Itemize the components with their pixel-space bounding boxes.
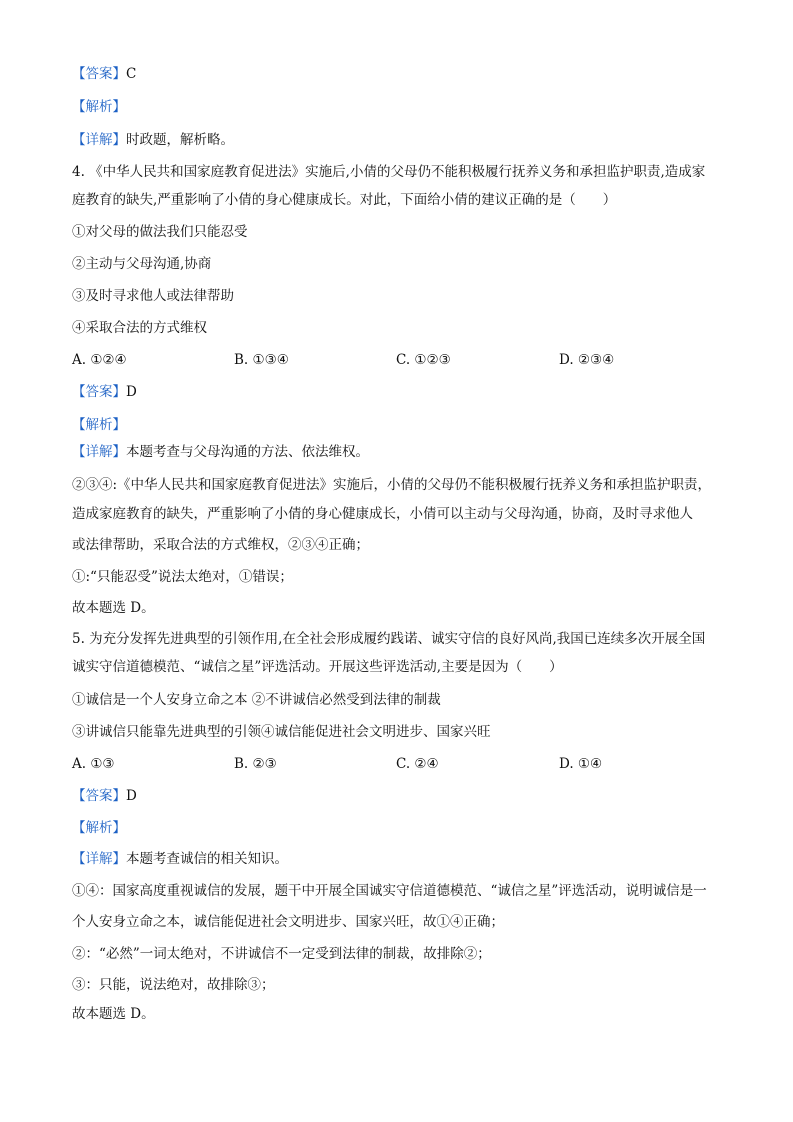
analysis-tag: 【解析】 [72,417,126,433]
answer-tag: 【答案】 [72,66,126,82]
q4-statement-2: ②主动与父母沟通,协商 [72,256,212,272]
answer-tag: 【答案】 [72,384,126,400]
detail-tag: 【详解】 [72,851,126,867]
q3-answer-line [72,64,136,84]
q4-option-b: B. ①③④ [234,352,289,368]
q5-option-c: C. ②④ [396,756,439,772]
q4-detail-line-6: 故本题选 D。 [72,600,155,616]
answer-value: D [126,788,137,804]
q4-stem-line-1: 4. 《中华人民共和国家庭教育促进法》实施后,小倩的父母仍不能积极履行抚养义务和承担监护职责,造成家 [72,164,706,180]
q3-analysis-line [72,97,126,117]
analysis-tag: 【解析】 [72,99,126,115]
answer-value: D [126,384,137,400]
q5-statement-1: ①诚信是一个人安身立命之本 ②不讲诚信必然受到法律的制裁 [72,692,441,708]
answer-tag: 【答案】 [72,788,126,804]
q4-detail-line-1 [72,442,369,462]
q4-stem-line-2: 庭教育的缺失,严重影响了小倩的身心健康成长。对此，下面给小倩的建议正确的是（ ） [72,192,617,208]
q4-analysis-line [72,415,126,435]
detail-text: 本题考查诚信的相关知识。 [126,851,288,867]
q5-detail-line-5: ③：只能，说法绝对，故排除③； [72,977,275,993]
q5-option-d: D. ①④ [559,756,603,772]
q5-stem-line-1: 5. 为充分发挥先进典型的引领作用,在全社会形成履约践诺、诚实守信的良好风尚,我国已连续多次开展全国 [72,631,706,647]
q5-statement-2: ③讲诚信只能靠先进典型的引领④诚信能促进社会文明进步、国家兴旺 [72,724,491,740]
analysis-tag: 【解析】 [72,820,126,836]
detail-text: 时政题，解析略。 [126,132,234,148]
q5-detail-line-6: 故本题选 D。 [72,1006,155,1022]
answer-value: C [126,66,137,82]
q4-option-d: D. ②③④ [559,352,615,368]
q4-answer-line [72,382,137,402]
q4-statement-3: ③及时寻求他人或法律帮助 [72,288,234,304]
q4-option-c: C. ①②③ [396,352,451,368]
q4-detail-line-4: 或法律帮助，采取合法的方式维权，②③④正确； [72,537,369,553]
q5-detail-line-3: 个人安身立命之本，诚信能促进社会文明进步、国家兴旺，故①④正确； [72,914,504,930]
q4-statement-4: ④采取合法的方式维权 [72,320,207,336]
q5-option-b: B. ②③ [234,756,277,772]
q4-detail-line-5: ①:“只能忍受”说法太绝对，①错误； [72,569,293,585]
q4-detail-line-3: 造成家庭教育的缺失，严重影响了小倩的身心健康成长，小倩可以主动与父母沟通，协商，及时寻求他人 [72,506,693,522]
q5-stem-line-2: 诚实守信道德模范、“诚信之星”评选活动。开展这些评选活动,主要是因为（ ） [72,659,563,675]
q4-statement-1: ①对父母的做法我们只能忍受 [72,224,248,240]
detail-tag: 【详解】 [72,132,126,148]
q4-detail-line-2: ②③④:《中华人民共和国家庭教育促进法》实施后，小倩的父母仍不能积极履行抚养义务和承担监护职责， [72,477,712,493]
q5-answer-line [72,786,137,806]
q5-option-a: A. ①③ [72,756,115,772]
q5-detail-line-2: ①④：国家高度重视诚信的发展，题干中开展全国诚实守信道德模范、“诚信之星”评选活动，说明诚信是一 [72,883,707,899]
detail-text: 本题考查与父母沟通的方法、依法维权。 [126,444,369,460]
q3-detail-line [72,130,234,150]
q5-analysis-line [72,818,126,838]
q5-detail-line-4: ②：“必然”一词太绝对，不讲诚信不一定受到法律的制裁，故排除②； [72,946,491,962]
q4-option-a: A. ①②④ [72,352,127,368]
detail-tag: 【详解】 [72,444,126,460]
q5-detail-line-1 [72,849,288,869]
